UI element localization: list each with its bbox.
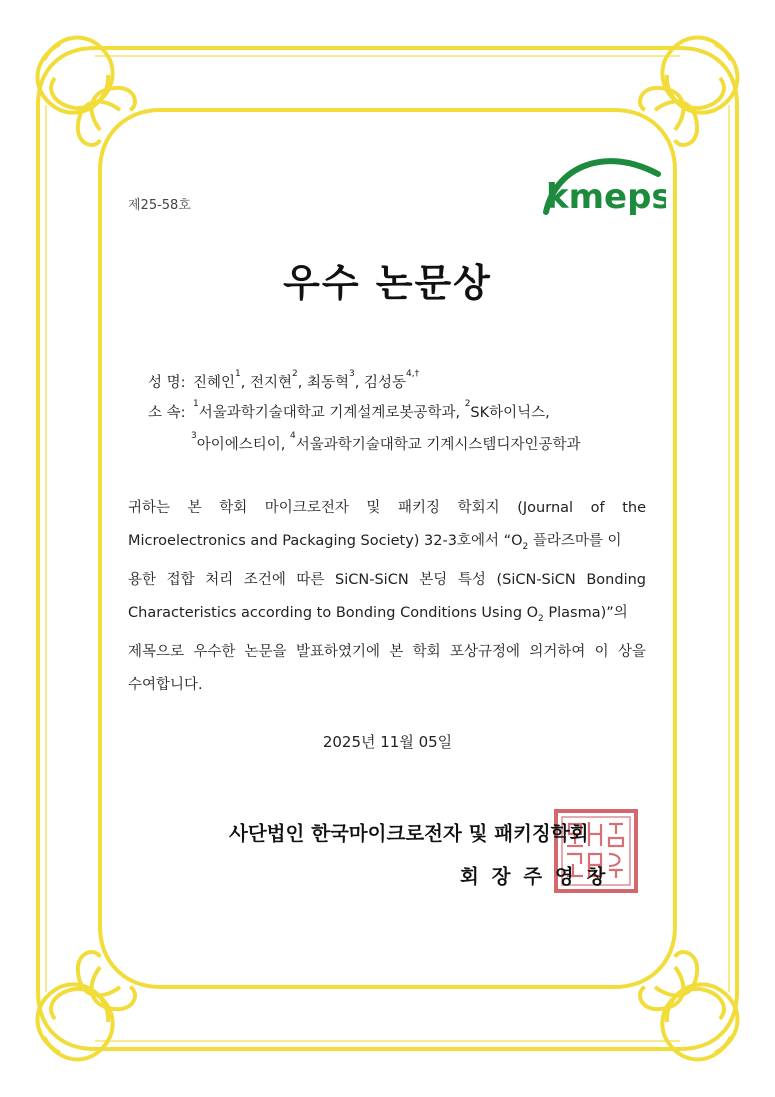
- author-name: 최동혁: [306, 375, 349, 391]
- author-sep: ,: [297, 375, 307, 391]
- author-name: 전지현: [249, 375, 293, 391]
- affiliation-sup: 3: [191, 431, 197, 441]
- body-line: 용한 접합 처리 조건에 따른 SiCN-SiCN 본딩 특성 (SiCN-SiCN Bonding: [128, 571, 646, 588]
- svg-text:kmeps: kmeps: [546, 177, 666, 217]
- author-sup: 1: [235, 369, 241, 379]
- kmeps-logo: [536, 146, 666, 222]
- affiliation-line-2: [191, 433, 580, 454]
- president-name: 회 장 주 영 창: [460, 865, 606, 888]
- certificate-title: 우수 논문상: [283, 261, 492, 305]
- body-text: Plasma)”의: [543, 604, 628, 621]
- names-label: 성 명:: [148, 375, 186, 391]
- certificate-body: [128, 492, 646, 702]
- affiliation-sup: 2: [464, 399, 471, 409]
- body-text: 플라즈마를 이: [528, 533, 622, 549]
- body-text: Characteristics according to Bonding Conditions Using O: [128, 604, 539, 621]
- author-name: 김성동: [363, 375, 406, 391]
- body-text: Microelectronics and Packaging Society) 32-3호에서 “O: [128, 533, 523, 549]
- certificate-number: 제25-58호: [128, 198, 191, 213]
- author-sup: 2: [292, 369, 298, 379]
- body-line: 제목으로 우수한 논문을 발표하였기에 본 학회 포상규정에 의거하여 이 상을: [128, 643, 646, 660]
- affiliation-line-1: [148, 401, 550, 422]
- body-line: 귀하는 본 학회 마이크로전자 및 패키징 학회지 (Journal of the: [128, 500, 646, 516]
- affiliation-text: 서울과학기술대학교 기계시스템디자인공학과: [295, 437, 581, 453]
- affiliation-sup: 1: [193, 399, 199, 409]
- affiliation-label: 소 속:: [148, 405, 186, 421]
- body-line: [128, 525, 646, 564]
- affiliation-text: SK하이닉스,: [470, 405, 550, 421]
- author-sup: 3: [349, 369, 355, 379]
- body-line: [128, 597, 646, 636]
- author-name: 진혜인: [193, 375, 236, 391]
- subscript: 2: [538, 613, 544, 624]
- affiliation-text: 서울과학기술대학교 기계설계로봇공학과,: [198, 405, 465, 421]
- corner-ornament: [38, 38, 161, 171]
- author-sep: ,: [240, 375, 250, 391]
- award-date: 2025년 11월 05일: [322, 733, 453, 751]
- author-sup: 4,†: [405, 369, 420, 379]
- subscript: 2: [522, 541, 529, 552]
- affiliation-sup: 4: [290, 431, 296, 441]
- author-sep: ,: [354, 375, 364, 391]
- body-line: 수여합니다.: [128, 676, 203, 693]
- organization-name: 사단법인 한국마이크로전자 및 패키징학회: [229, 822, 589, 845]
- recipient-names: [148, 371, 419, 392]
- affiliation-text: 아이에스티이,: [196, 437, 290, 453]
